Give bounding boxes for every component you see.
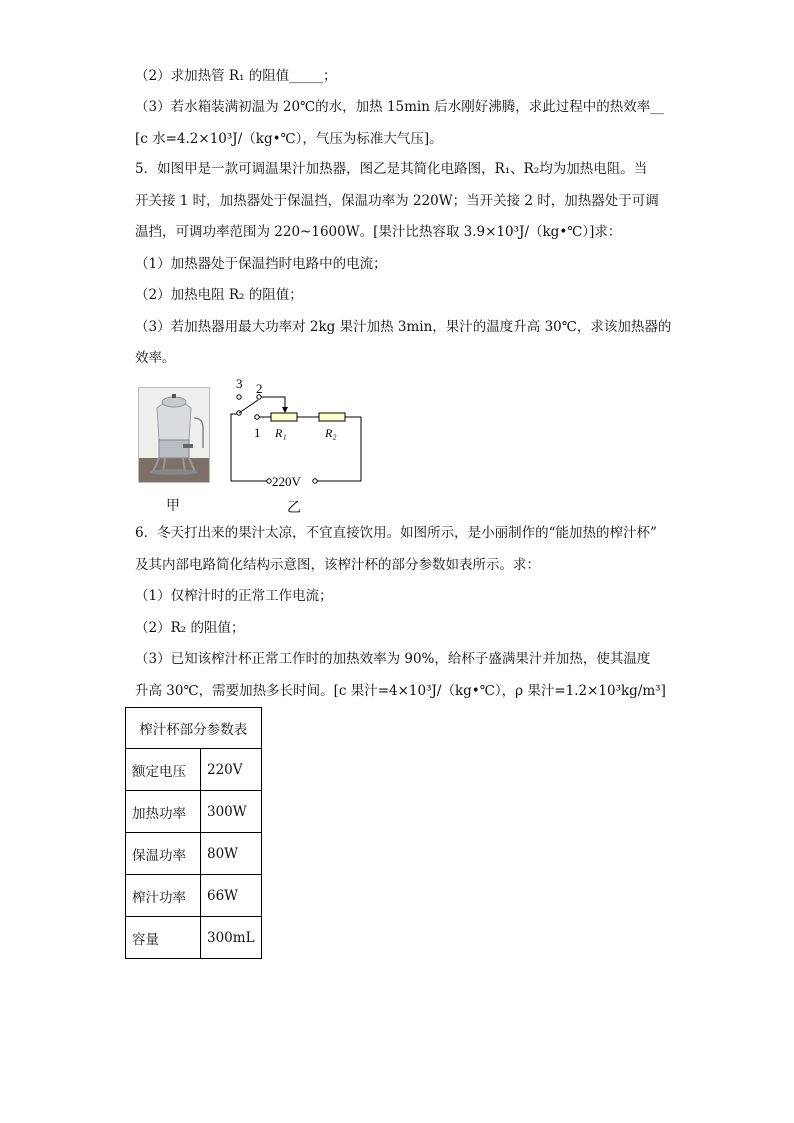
table-row bbox=[126, 917, 262, 959]
q4-part2: （2）求加热管 R₁ 的阻值_____； bbox=[135, 68, 337, 84]
voltage-label: 220V bbox=[272, 474, 301, 489]
r1-label: R₁ bbox=[275, 426, 287, 440]
switch-label-2: 2 bbox=[256, 381, 263, 396]
q6-block bbox=[135, 518, 665, 707]
r2-label: R₂ bbox=[325, 426, 337, 440]
juice-heater-drawing bbox=[139, 388, 209, 482]
table-title-row bbox=[126, 708, 262, 749]
switch-label-1: 1 bbox=[254, 425, 261, 440]
q5-sub3-line: 效率。 bbox=[135, 350, 176, 366]
switch-label-3: 3 bbox=[236, 376, 243, 391]
parameter-table bbox=[125, 707, 262, 959]
q5-block bbox=[135, 154, 672, 375]
q5-sub2: （2）加热电阻 R₂ 的阻值； bbox=[135, 287, 303, 303]
table-row bbox=[126, 749, 262, 791]
q4-part3: （3）若水箱装满初温为 20℃的水，加热 15min 后水刚好沸腾，求此过程中的热效率__ bbox=[135, 99, 664, 115]
circuit-diagram bbox=[225, 375, 370, 490]
source-terminal-left bbox=[267, 479, 271, 483]
table-row bbox=[126, 791, 262, 833]
q5-intro-line: 5．如图甲是一款可调温果汁加热器，图乙是其简化电路图，R₁、R₂均为加热电阻。当 bbox=[135, 161, 648, 177]
q6-sub3-line: 升高 30℃，需要加热多长时间。[c 果汁=4×10³J/（kg•℃），ρ 果汁=1.2×10³kg/m³] bbox=[135, 682, 666, 699]
row-label: 额定电压 bbox=[126, 749, 201, 791]
q5-intro-line: 开关接 1 时，加热器处于保温挡，保温功率为 220W；当开关接 2 时，加热器处于可调 bbox=[135, 192, 659, 209]
row-value: 300mL bbox=[201, 917, 262, 959]
q5-sub1: （1）加热器处于保温挡时电路中的电流； bbox=[135, 255, 387, 272]
source-terminal-right bbox=[313, 479, 317, 483]
juice-heater-photo bbox=[138, 387, 210, 483]
slider-wire bbox=[261, 397, 285, 408]
q4-given: [c 水=4.2×10³J/（kg•℃），气压为标准大气压]。 bbox=[135, 131, 443, 147]
q6-intro-line: 6．冬天打出来的果汁太凉，不宜直接饮用。如图所示，是小丽制作的“能加热的榨汁杯” bbox=[135, 525, 657, 541]
row-value: 220V bbox=[201, 749, 262, 791]
table-title: 榨汁杯部分参数表 bbox=[126, 708, 262, 749]
q6-sub2: （2）R₂ 的阻值； bbox=[135, 619, 245, 636]
row-label: 容量 bbox=[126, 917, 201, 959]
q6-intro-line: 及其内部电路简化结构示意图，该榨汁杯的部分参数如表所示。求： bbox=[135, 556, 540, 573]
row-label: 榨汁功率 bbox=[126, 875, 201, 917]
table-row bbox=[126, 833, 262, 875]
resistor-r2 bbox=[319, 413, 345, 421]
row-value: 300W bbox=[201, 791, 262, 833]
row-label: 加热功率 bbox=[126, 791, 201, 833]
slider-arrow bbox=[282, 407, 288, 413]
q5-intro-line: 温挡，可调功率范围为 220~1600W。[果汁比热容取 3.9×10³J/（kg•℃）]求： bbox=[135, 224, 622, 240]
q6-sub3-line: （3）已知该榨汁杯正常工作时的加热效率为 90%，给杯子盛满果汁并加热，使其温度 bbox=[135, 651, 651, 667]
q5-sub3-line: （3）若加热器用最大功率对 2kg 果汁加热 3min，果汁的温度升高 30℃，求该加热器的 bbox=[135, 318, 672, 335]
switch-blade bbox=[239, 400, 258, 413]
q6-sub1: （1）仅榨汁时的正常工作电流； bbox=[135, 588, 333, 604]
row-value: 66W bbox=[201, 875, 262, 917]
table-row bbox=[126, 875, 262, 917]
row-label: 保温功率 bbox=[126, 833, 201, 875]
terminal-1 bbox=[255, 415, 259, 419]
figure-caption-yi: 乙 bbox=[287, 500, 301, 516]
terminal-3 bbox=[237, 395, 241, 399]
row-value: 80W bbox=[201, 833, 262, 875]
figure-caption-jia: 甲 bbox=[166, 498, 180, 514]
resistor-r1 bbox=[271, 413, 297, 421]
